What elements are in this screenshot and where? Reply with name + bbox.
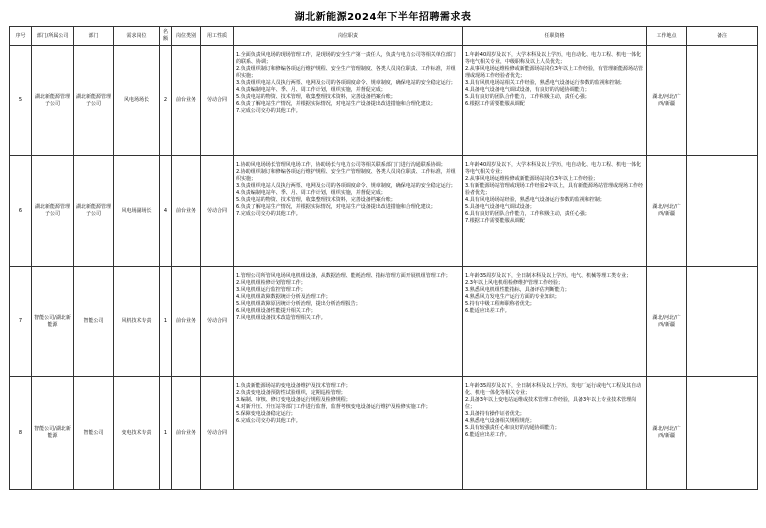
nature-cell: 劳动合同 <box>201 267 234 377</box>
quals-cell <box>463 46 647 156</box>
dept-cell: 湖北新能源管理子公司 <box>74 46 114 156</box>
duty-item: 6.负责了解电站生产情况，并根据实际情况，对电站生产设备提出改进措施和合理化建议； <box>236 101 436 107</box>
duty-item: 7.风电机组设备技术改造管理相关工作。 <box>236 315 326 321</box>
qual-item: 5.具有较强责任心和良好的沟通协调能力； <box>465 425 560 431</box>
duty-item: 2.负责变电设备预防性试验组织，定期巡检管理； <box>236 390 346 396</box>
category-cell: 前台业务 <box>172 267 201 377</box>
qual-item: 5.持有中级工程师职称者优先； <box>465 301 535 307</box>
position-cell: 变电技术专责 <box>114 377 160 490</box>
count-cell: 4 <box>160 156 172 267</box>
duty-item: 5.风电机组故障原因统计分析治理，提出分析治理报告； <box>236 301 361 307</box>
qual-item: 3.有新能源场站管理或现场工作经验2年以上，具有新能源场站管理或现场工作经验者优先； <box>465 183 643 196</box>
header-cell: 备注 <box>687 27 758 46</box>
qual-item: 4.熟悉风力发电生产运行方面的专业知识； <box>465 294 560 300</box>
qual-item: 1.年龄35周岁及以下，全日制本科及以上学历，发电厂运行或电气工程及其自动化、机电一体化等相关专业； <box>465 383 642 396</box>
count-cell: 1 <box>160 267 172 377</box>
dept-cell: 智能公司 <box>74 267 114 377</box>
category-cell: 前台业务 <box>172 46 201 156</box>
category-cell: 前台业务 <box>172 377 201 490</box>
nature-cell: 劳动合同 <box>201 377 234 490</box>
row-number: 5 <box>10 46 32 156</box>
qual-item: 5.具备电气设备电气调试设备； <box>465 204 535 210</box>
duty-item: 6.负责了解电站生产情况，并根据实际情况，对电站生产设备提出改进措施和合理化建议； <box>236 204 436 210</box>
remark-cell <box>687 156 758 267</box>
row-number: 8 <box>10 377 32 490</box>
qual-item: 4.具有风电场场站经验，熟悉电气设备运行参数的监视和控制； <box>465 197 605 203</box>
qual-item: 4.熟悉电气设备相关规程规范； <box>465 418 535 424</box>
quals-cell <box>463 156 647 267</box>
duty-item: 7.完成公司交办的其他工作。 <box>236 108 301 114</box>
qual-item: 4.具备电气设备电气调试设备，有良好的沟通协调能力； <box>465 87 590 93</box>
dept-cell: 湖北新能源管理子公司 <box>74 156 114 267</box>
duty-item: 4.负责编制电站年、季、月、周工作计划，组织实施，并督促完成； <box>236 190 386 196</box>
duties-cell <box>234 156 463 267</box>
header-cell: 名额 <box>160 27 172 46</box>
recruitment-table <box>9 26 758 490</box>
header-cell: 序号 <box>10 27 32 46</box>
qual-item: 1.年龄40周岁及以下，大学本科及以上学历，电自动化、电力工程、机电一体化等电气相关专业，中级职称及以上人员优先； <box>465 52 642 65</box>
quals-cell <box>463 377 647 490</box>
table-row <box>10 377 758 490</box>
table-row <box>10 156 758 267</box>
header-cell: 部门 <box>74 27 114 46</box>
duty-item: 5.负责电站的物资、技术管理，收集整理技术资料，完善设备档案台账； <box>236 197 396 203</box>
duty-item: 1.负责新能源场站的变电设备维护及技术管理工作； <box>236 383 351 389</box>
qual-item: 2.从事风电场运维检修或新能源场站岗位3年以上工作经验，有管理新能源场站管理或现场工作经验者优先； <box>465 66 643 79</box>
duty-item: 2.负责组织制订和修编各项运行维护规程、安全生产管理制度、各类人员岗位职责、工作标准，并组织实施； <box>236 66 456 79</box>
header-row <box>10 27 758 46</box>
location-cell: 湖北/河北/广西/新疆 <box>647 377 687 490</box>
duty-item: 2.协助组织制订和修编各项运行维护规程、安全生产管理制度、各类人员岗位职责、工作标准，并组织实施； <box>236 169 456 182</box>
qual-item: 2.具备3年以上变电站运维或技术管理工作经验，具备3年以上专业技术管理岗位； <box>465 397 637 410</box>
table-row <box>10 46 758 156</box>
remark-cell <box>687 46 758 156</box>
dept-company-cell: 湖北新能源管理子公司 <box>32 156 74 267</box>
duty-item: 5.负责电站的物资、技术管理，收集整理技术资料，完善设备档案台账； <box>236 94 396 100</box>
qual-item: 3.熟悉风电机组性能指标，具备评估判断能力； <box>465 287 570 293</box>
dept-company-cell: 智能公司/湖北新能源 <box>32 267 74 377</box>
duty-item: 4.负责编制电站年、季、月、周工作计划，组织实施，并督促完成； <box>236 87 386 93</box>
remark-cell <box>687 377 758 490</box>
duties-cell <box>234 377 463 490</box>
qual-item: 1.年龄40周岁及以下，大学本科及以上学历，电自动化、电力工程、机电一体化等电气相关专业； <box>465 162 642 175</box>
table-row <box>10 267 758 377</box>
duty-item: 4.风电机组故障数据统计分析及治理工作； <box>236 294 331 300</box>
location-cell: 湖北/河北/广西/新疆 <box>647 46 687 156</box>
duty-item: 3.负责组织电站人员执行两票、电网及公司的各项调度命令、规章制度，确保电站的安全稳定运行； <box>236 183 456 189</box>
qual-item: 3.具备持有操作证者优先； <box>465 411 525 417</box>
count-cell: 2 <box>160 46 172 156</box>
dept-company-cell: 湖北新能源管理子公司 <box>32 46 74 156</box>
count-cell: 1 <box>160 377 172 490</box>
qual-item: 1.年龄35周岁及以下，全日制本科及以上学历，电气、机械等理工类专业； <box>465 273 632 279</box>
nature-cell: 劳动合同 <box>201 46 234 156</box>
qual-item: 3.具有风机电场站相关工作经验，熟悉电气设备运行参数的监视和控制； <box>465 80 625 86</box>
duty-item: 7.完成公司交办的其他工作。 <box>236 211 301 217</box>
duty-item: 1.全面负责风电场的现场管理工作，是现场的安全生产第一责任人，负责与电力公司等相关单位部门的联系、协调； <box>236 52 456 65</box>
header-cell: 岗位职责 <box>234 27 463 46</box>
duty-item: 3.编制、审核、修订变电设备运行规程及检修规程； <box>236 397 351 403</box>
qual-item: 2.3年以上风电机组检修维护管理工作经验； <box>465 280 563 286</box>
duty-item: 2.风电机组检修计划管理工作； <box>236 280 306 286</box>
position-cell: 风电场副场长 <box>114 156 160 267</box>
row-number: 7 <box>10 267 32 377</box>
header-cell: 工作地点 <box>647 27 687 46</box>
position-cell: 风机技术专责 <box>114 267 160 377</box>
qual-item: 7.根据工作需要能服从调配 <box>465 218 525 224</box>
duty-item: 6.风电机组设备性能提升相关工作； <box>236 308 316 314</box>
header-cell: 岗位类别 <box>172 27 201 46</box>
qual-item: 6.具有良好的团队合作能力，工作积极主动，责任心强； <box>465 211 590 217</box>
dept-company-cell: 智能公司/湖北新能源 <box>32 377 74 490</box>
location-cell: 湖北/河北/广西/新疆 <box>647 267 687 377</box>
header-cell: 部门/所属公司 <box>32 27 74 46</box>
duty-item: 3.负责组织电站人员执行两票、电网及公司的各项调度命令、规章制度，确保电站的安全稳定运行； <box>236 80 456 86</box>
duties-cell <box>234 267 463 377</box>
qual-item: 6.能适应出差工作。 <box>465 308 510 314</box>
remark-cell <box>687 267 758 377</box>
nature-cell: 劳动合同 <box>201 156 234 267</box>
header-cell: 需求岗位 <box>114 27 160 46</box>
dept-cell: 智能公司 <box>74 377 114 490</box>
qual-item: 6.能适应出差工作。 <box>465 432 510 438</box>
duty-item: 6.完成公司交办的其他工作。 <box>236 418 301 424</box>
duties-cell <box>234 46 463 156</box>
duty-item: 4.对新升压、升压站等部门工作进行监督，监督考核变电设备运行维护及检修实施工作； <box>236 404 431 410</box>
duty-item: 5.保障变电设备稳定运行； <box>236 411 296 417</box>
category-cell: 前台业务 <box>172 156 201 267</box>
qual-item: 2.从事风电场运维检修或新能源场站岗位3年以上工作经验； <box>465 176 598 182</box>
header-cell: 用工性质 <box>201 27 234 46</box>
row-number: 6 <box>10 156 32 267</box>
location-cell: 湖北/河北/广西/新疆 <box>647 156 687 267</box>
header-cell: 任职资格 <box>463 27 647 46</box>
duty-item: 1.管理公司所管风电场风电机组设备，从数据治理、能耗治理、指标管理方面开展机组管理工作； <box>236 273 451 279</box>
duty-item: 1.协助风电场场长管理风电场工作，协助场长与电力公司等相关联系部门门进行沟通联系协调； <box>236 162 446 168</box>
position-cell: 风电场场长 <box>114 46 160 156</box>
qual-item: 6.根据工作需要能服从调配 <box>465 101 525 107</box>
quals-cell <box>463 267 647 377</box>
page-title: 湖北新能源2024年下半年招聘需求表 <box>294 12 472 23</box>
qual-item: 5.具有良好的团队合作能力，工作积极主动，责任心强； <box>465 94 590 100</box>
duty-item: 3.风电机组运行监控管理工作； <box>236 287 306 293</box>
